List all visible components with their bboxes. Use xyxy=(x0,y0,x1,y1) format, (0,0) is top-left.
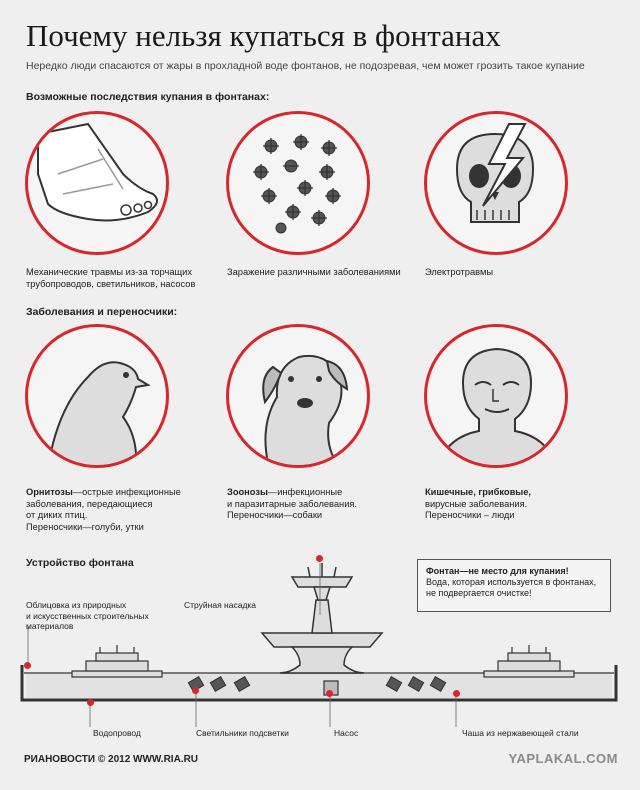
ria-logo: РИАНОВОСТИ © 2012 WWW.RIA.RU xyxy=(24,754,199,765)
cladding-marker xyxy=(24,662,31,669)
lights-marker xyxy=(192,687,199,694)
caption-electro: Электротравмы xyxy=(425,267,494,277)
page-subtitle: Нередко люди спасаются от жары в прохладной воде фонтанов, не подозревая, чем может грозить такое купание xyxy=(26,60,585,72)
caption-infections: Заражение различными заболеваниями xyxy=(227,267,401,277)
pump-marker xyxy=(326,690,333,697)
label-water-pipe: Водопровод xyxy=(93,728,141,738)
man-icon xyxy=(427,327,567,467)
label-bowl: Чаша из нержавеющей стали xyxy=(462,728,579,738)
fountain-diagram xyxy=(0,555,640,745)
caption-ornithosis: Орнитозы—острые инфекционные заболевания, передающиеся от диких птиц. Переносчики—голуби, утки xyxy=(26,487,181,532)
label-pump: Насос xyxy=(334,728,359,738)
pigeon-icon xyxy=(28,327,168,467)
caption-zoonosis: Зоонозы—инфекционные и паразитарные заболевания. Переносчики—собаки xyxy=(227,487,358,520)
caption-intestinal: Кишечные, грибковые, вирусные заболевания. Переносчики – люди xyxy=(425,487,531,520)
page-title: Почему нельзя купаться в фонтанах xyxy=(26,18,501,53)
water-pipe-marker xyxy=(87,699,94,706)
man-circle xyxy=(424,324,568,468)
section-heading-diseases: Заболевания и переносчики: xyxy=(26,306,178,318)
nozzle-marker xyxy=(316,555,323,562)
label-cladding: Облицовка из природных и искусственных строительных материалов xyxy=(26,600,149,631)
foot-icon xyxy=(28,114,168,254)
foot-circle xyxy=(25,111,169,255)
skull-lightning-icon xyxy=(427,114,567,254)
warning-note: Фонтан—не место для купания! Вода, которая используется в фонтанах, не подвергается очистке! xyxy=(417,559,611,612)
label-lights: Светильники подсветки xyxy=(196,728,289,738)
section-heading-fountain: Устройство фонтана xyxy=(26,557,134,569)
germs-icon xyxy=(229,114,369,254)
label-nozzle: Струйная насадка xyxy=(184,600,257,610)
skull-circle xyxy=(424,111,568,255)
bowl-marker xyxy=(453,690,460,697)
dog-circle xyxy=(226,324,370,468)
caption-injuries: Механические травмы из-за торчащих трубопроводов, светильников, насосов xyxy=(26,267,196,289)
dog-icon xyxy=(229,327,369,467)
watermark: YAPLAKAL.COM xyxy=(508,751,618,766)
section-heading-consequences: Возможные последствия купания в фонтанах: xyxy=(26,91,270,103)
germs-circle xyxy=(226,111,370,255)
pigeon-circle xyxy=(25,324,169,468)
